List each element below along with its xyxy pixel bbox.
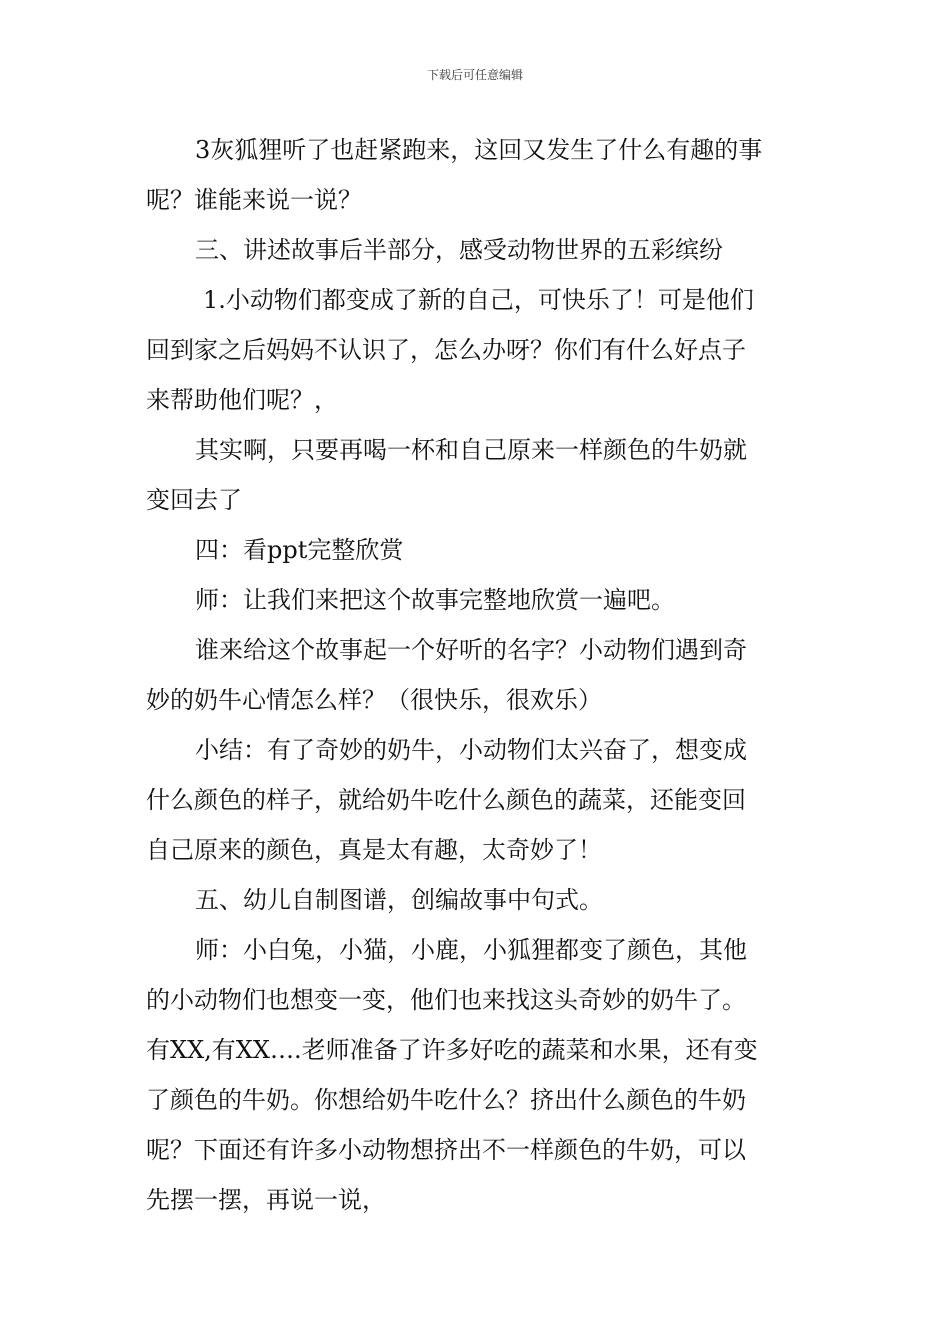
text-line: 有XX,有XX….老师准备了许多好吃的蔬菜和水果，还有变 bbox=[146, 1036, 758, 1064]
text-line: 呢？谁能来说一说？ bbox=[146, 186, 362, 214]
text-line: 妙的奶牛心情怎么样？（很快乐，很欢乐） bbox=[146, 686, 602, 714]
text-line: 师：小白兔，小猫，小鹿，小狐狸都变了颜色，其他 bbox=[195, 936, 747, 964]
text-line: 什么颜色的样子，就给奶牛吃什么颜色的蔬菜，还能变回 bbox=[146, 786, 746, 814]
text-line: 回到家之后妈妈不认识了，怎么办呀？你们有什么好点子 bbox=[146, 336, 746, 364]
text-line: 小结：有了奇妙的奶牛，小动物们太兴奋了，想变成 bbox=[195, 736, 747, 764]
text-line: 了颜色的牛奶。你想给奶牛吃什么？挤出什么颜色的牛奶 bbox=[146, 1086, 746, 1114]
text-line: 师：让我们来把这个故事完整地欣赏一遍吧。 bbox=[195, 586, 675, 614]
page-header: 下载后可任意编辑 bbox=[426, 68, 523, 82]
text-line: 3灰狐狸听了也赶紧跑来，这回又发生了什么有趣的事 bbox=[195, 136, 763, 164]
text-line: 1.小动物们都变成了新的自己，可快乐了！可是他们 bbox=[203, 286, 754, 314]
section-heading: 三、讲述故事后半部分，感受动物世界的五彩缤纷 bbox=[195, 236, 723, 264]
text-line: 的小动物们也想变一变，他们也来找这头奇妙的奶牛了。 bbox=[146, 986, 746, 1014]
text-line: 呢？下面还有许多小动物想挤出不一样颜色的牛奶，可以 bbox=[146, 1136, 746, 1164]
section-heading: 五、幼儿自制图谱，创编故事中句式。 bbox=[195, 886, 603, 914]
text-line: 先摆一摆，再说一说， bbox=[146, 1186, 386, 1214]
text-line: 其实啊，只要再喝一杯和自己原来一样颜色的牛奶就 bbox=[195, 436, 747, 464]
text-line: 自己原来的颜色，真是太有趣，太奇妙了！ bbox=[146, 836, 602, 864]
text-line: 谁来给这个故事起一个好听的名字？小动物们遇到奇 bbox=[195, 636, 747, 664]
section-heading: 四：看ppt完整欣赏 bbox=[195, 536, 404, 564]
text-line: 来帮助他们呢？， bbox=[146, 386, 338, 414]
text-line: 变回去了 bbox=[146, 486, 242, 514]
